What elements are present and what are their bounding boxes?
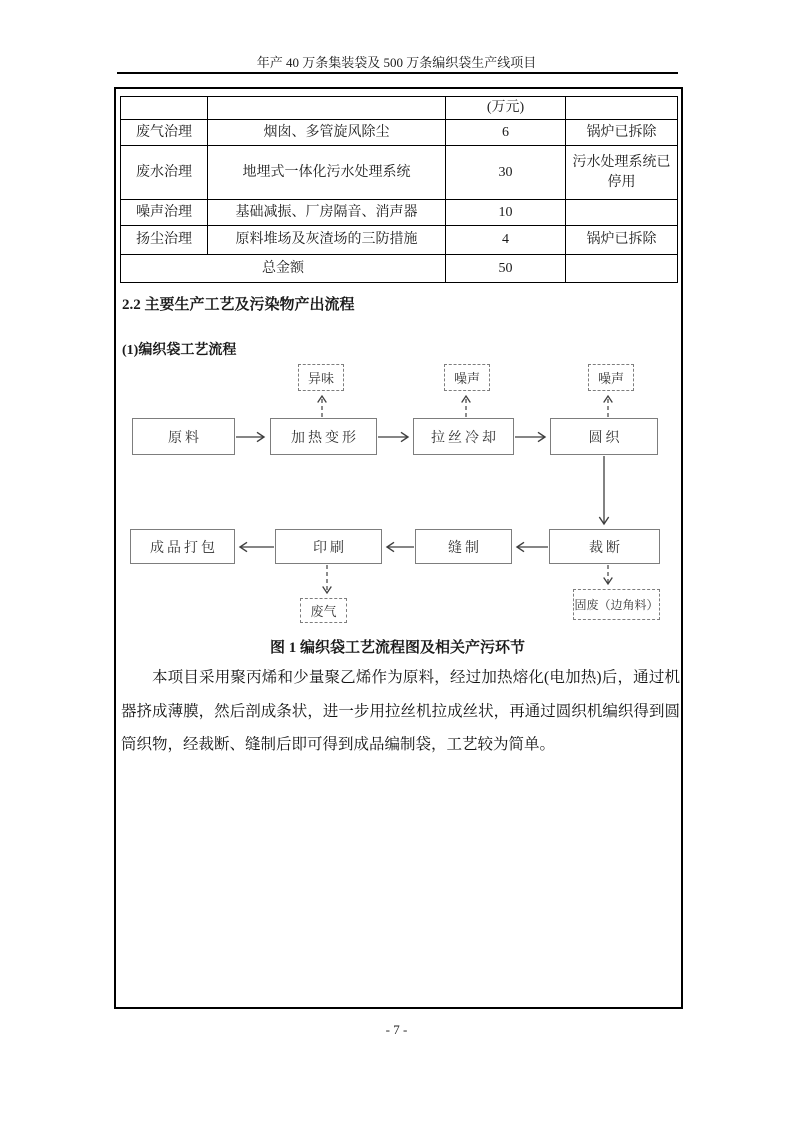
table-cell-empty [121, 97, 208, 120]
amount-cell: 4 [446, 226, 566, 255]
table-total-row [121, 255, 678, 283]
table-cell-empty [566, 97, 678, 120]
measure-cell: 基础减振、厂房隔音、消声器 [208, 200, 446, 226]
remark-cell [566, 200, 678, 226]
flow-node-circular-weaving: 圆织 [550, 418, 658, 455]
remark-cell: 锅炉已拆除 [566, 120, 678, 146]
section-subheading: (1)编织袋工艺流程 [122, 343, 237, 358]
table-cell-empty [208, 97, 446, 120]
measure-cell: 地埋式一体化污水处理系统 [208, 146, 446, 200]
category-cell: 废水治理 [121, 146, 208, 200]
measure-cell: 烟囱、多管旋风除尘 [208, 120, 446, 146]
footer-page-number: - 7 - [385, 1022, 408, 1037]
table-row [121, 97, 678, 120]
table-row [121, 200, 678, 226]
amount-cell: 6 [446, 120, 566, 146]
table-row [121, 226, 678, 255]
amount-cell: 10 [446, 200, 566, 226]
measure-cell: 原料堆场及灰渣场的三防措施 [208, 226, 446, 255]
document-header-title: 年产 40 万条集装袋及 500 万条编织袋生产线项目 [256, 55, 537, 70]
treatment-cost-table [120, 96, 678, 283]
flow-node-sewing: 缝制 [415, 529, 512, 564]
header-rule [117, 72, 678, 74]
total-label-cell: 总金额 [121, 255, 446, 283]
category-cell: 噪声治理 [121, 200, 208, 226]
category-cell: 废气治理 [121, 120, 208, 146]
flow-node-cutting: 裁断 [549, 529, 660, 564]
section-heading: 2.2 主要生产工艺及污染物产出流程 [122, 297, 355, 313]
flow-node-printing: 印刷 [275, 529, 382, 564]
table-row [121, 146, 678, 200]
emission-node-noise-1: 噪声 [444, 364, 490, 391]
flow-node-raw-material: 原料 [132, 418, 235, 455]
emission-node-noise-2: 噪声 [588, 364, 634, 391]
emission-node-odor: 异味 [298, 364, 344, 391]
amount-cell: 30 [446, 146, 566, 200]
total-amount-cell: 50 [446, 255, 566, 283]
emission-node-waste-gas: 废气 [300, 598, 347, 623]
remark-cell: 锅炉已拆除 [566, 226, 678, 255]
emission-node-solid-waste: 固废（边角料） [573, 589, 660, 620]
total-remark-cell [566, 255, 678, 283]
flow-node-finished-packing: 成品打包 [130, 529, 235, 564]
table-unit-note: (万元) [446, 97, 566, 120]
remark-cell: 污水处理系统已停用 [566, 146, 678, 200]
flow-node-heating-deform: 加热变形 [270, 418, 377, 455]
table-row [121, 120, 678, 146]
body-paragraph: 本项目采用聚丙烯和少量聚乙烯作为原料，经过加热熔化(电加热)后，通过机器挤成薄膜，然后剖成条状，进一步用拉丝机拉成丝状，再通过圆织机编织得到圆筒织物，经裁断、缝制后即可得到成品编制袋，工艺较为简单。 [121, 669, 680, 753]
flow-node-wire-drawing-cooling: 拉丝冷却 [413, 418, 514, 455]
category-cell: 扬尘治理 [121, 226, 208, 255]
figure-caption: 图 1 编织袋工艺流程图及相关产污环节 [269, 640, 525, 656]
